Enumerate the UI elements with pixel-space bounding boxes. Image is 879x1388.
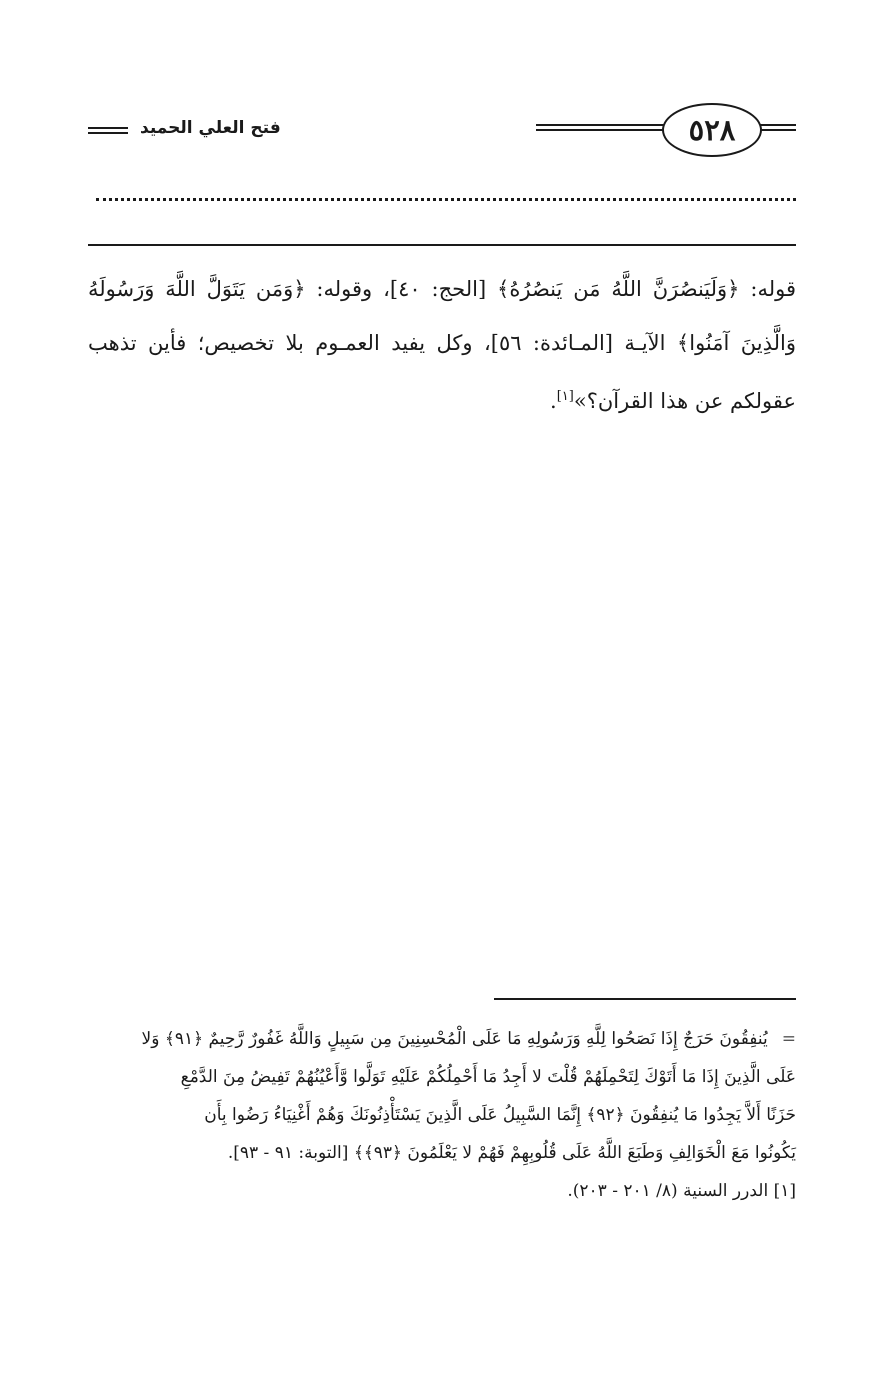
footnote-note-1: [١] الدرر السنية (٨/ ٢٠١ - ٢٠٣). bbox=[567, 1181, 796, 1201]
main-paragraph bbox=[88, 262, 796, 428]
paragraph-text: قوله: ﴿وَلَيَنصُرَنَّ اللَّهُ مَن يَنصُرُهُ﴾ [الحج: ٤٠]، وقوله: ﴿وَمَن يَتَوَلَّ اللَّهَ وَرَسُولَهُ وَالَّذِينَ آمَنُوا﴾ الآيـة [المـائدة: ٥٦]، وكل يفيد العمـوم بلا تخصيص؛ فأين تذهب عقولكم عن هذا القرآن؟» bbox=[88, 277, 796, 413]
footnote-line: يَكُونُوا مَعَ الْخَوَالِفِ وَطَبَعَ اللَّهُ عَلَى قُلُوبِهِمْ فَهُمْ لا يَعْلَمُونَ ﴿٩٣﴾﴾ [التوبة: ٩١ - ٩٣]. bbox=[227, 1143, 796, 1163]
footnote-line: عَلَى الَّذِينَ إِذَا مَا أَتَوْكَ لِتَحْمِلَهُمْ قُلْتَ لا أَجِدُ مَا أَحْمِلُكُمْ عَلَيْهِ تَوَلَّوا وَّأَعْيُنُهُمْ تَفِيضُ مِنَ الدَّمْعِ bbox=[180, 1067, 796, 1087]
header-ornament-dashes bbox=[88, 127, 128, 136]
continuation-mark: = bbox=[781, 1029, 796, 1049]
header-ornament-rule-left bbox=[536, 124, 664, 136]
text-top-rule bbox=[88, 244, 796, 246]
footnote-line: حَزَنًا أَلاَّ يَجِدُوا مَا يُنفِقُونَ ﴿٩٢﴾ إِنَّمَا السَّبِيلُ عَلَى الَّذِينَ يَسْتَأْذِنُونَكَ وَهُمْ أَغْنِيَاءُ رَضُوا بِأَن bbox=[204, 1105, 796, 1125]
book-title: فتح العلي الحميد bbox=[140, 118, 281, 138]
footnote-reference: [١] bbox=[556, 389, 574, 404]
header-ornament-rule-right bbox=[760, 124, 796, 136]
footnote-line: =يُنفِقُونَ حَرَجٌ إِذَا نَصَحُوا لِلَّهِ وَرَسُولِهِ مَا عَلَى الْمُحْسِنِينَ مِن سَبِيلٍ وَاللَّهُ غَفُورٌ رَّحِيمٌ ﴿٩١﴾ وَلا bbox=[141, 1029, 796, 1049]
page-number: ٥٢٨ bbox=[662, 103, 762, 157]
paragraph-end-mark: . bbox=[550, 389, 557, 413]
footnotes bbox=[88, 1020, 796, 1210]
dotted-separator bbox=[96, 198, 796, 201]
footnote-separator bbox=[494, 998, 796, 1000]
